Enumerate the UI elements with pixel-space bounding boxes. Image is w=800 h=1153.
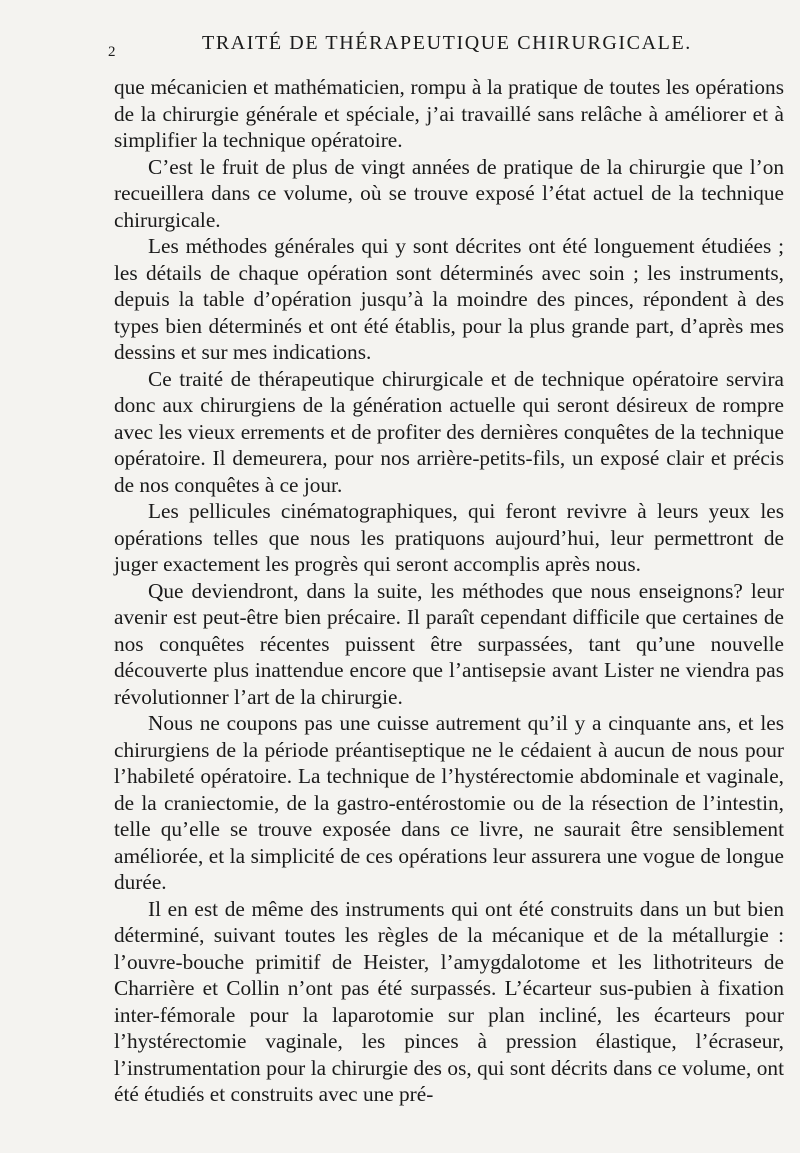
body-text [114,74,784,1108]
paragraph-6: Que deviendront, dans la suite, les méthodes que nous enseignons? leur avenir est peut-être bien précaire. Il paraît cependant difficile que certaines de nos conquêtes récentes puissent être surpassées, tant qu’une nouvelle découverte plus inattendue encore que l’antisepsie avant Lister ne viendra pas révolutionner l’art de la chirurgie. [114,578,784,709]
paragraph-8: Il en est de même des instruments qui ont été construits dans un but bien déterminé, suivant toutes les règles de la mécanique et de la métallurgie : l’ouvre-bouche primitif de Heister, l’amygdalotome et les lithotriteurs de Charrière et Collin n’ont pas été surpassés. L’écarteur sus-pubien à fixation inter-fémorale pour la laparotomie sur plan incliné, les écarteurs pour l’hystérectomie vaginale, les pinces à pression élastique, l’écraseur, l’instrumentation pour la chirurgie des os, qui sont décrits dans ce volume, ont été étudiés et construits avec une pré- [114,896,784,1106]
paragraph-7: Nous ne coupons pas une cuisse autrement qu’il y a cinquante ans, et les chirurgiens de la période préantiseptique ne le cédaient à aucun de nous pour l’habileté opératoire. La technique de l’hystérectomie abdominale et vaginale, de la craniectomie, de la gastro-entérostomie ou de la résection de l’intestin, telle qu’elle se trouve exposée dans ce livre, ne saurait être sensiblement améliorée, et la simplicité de ces opérations leur assurera une vogue de longue durée. [114,711,784,894]
running-title: TRAITÉ DE THÉRAPEUTIQUE CHIRURGICALE. [202,32,692,54]
page-header [108,30,790,58]
paragraph-4: Ce traité de thérapeutique chirurgicale et de technique opératoire servira donc aux chirurgiens de la génération actuelle qui seront désireux de rompre avec les vieux errements et de profiter des dernières conquêtes de la technique opératoire. Il demeurera, pour nos arrière-petits-fils, un exposé clair et précis de nos conquêtes à ce jour. [114,366,784,497]
paragraph-5: Les pellicules cinématographiques, qui feront revivre à leurs yeux les opérations telles que nous les pratiquons aujourd’hui, leur permettront de juger exactement les progrès qui seront accomplis après nous. [114,499,784,576]
page-number: 2 [108,44,116,60]
paragraph-3: Les méthodes générales qui y sont décrites ont été longuement étudiées ; les détails de chaque opération sont déterminés avec soin ; les instruments, depuis la table d’opération jusqu’à la moindre des pinces, répondent à des types bien déterminés et ont été établis, pour la plus grande part, d’après mes dessins et sur mes indications. [114,234,784,364]
paragraph-1: que mécanicien et mathématicien, rompu à la pratique de toutes les opérations de la chirurgie générale et spéciale, j’ai travaillé sans relâche à améliorer et à simplifier la technique opératoire. [114,75,784,152]
paragraph-2: C’est le fruit de plus de vingt années de pratique de la chirurgie que l’on recueillera dans ce volume, où se trouve exposé l’état actuel de la technique chirurgicale. [114,154,784,232]
